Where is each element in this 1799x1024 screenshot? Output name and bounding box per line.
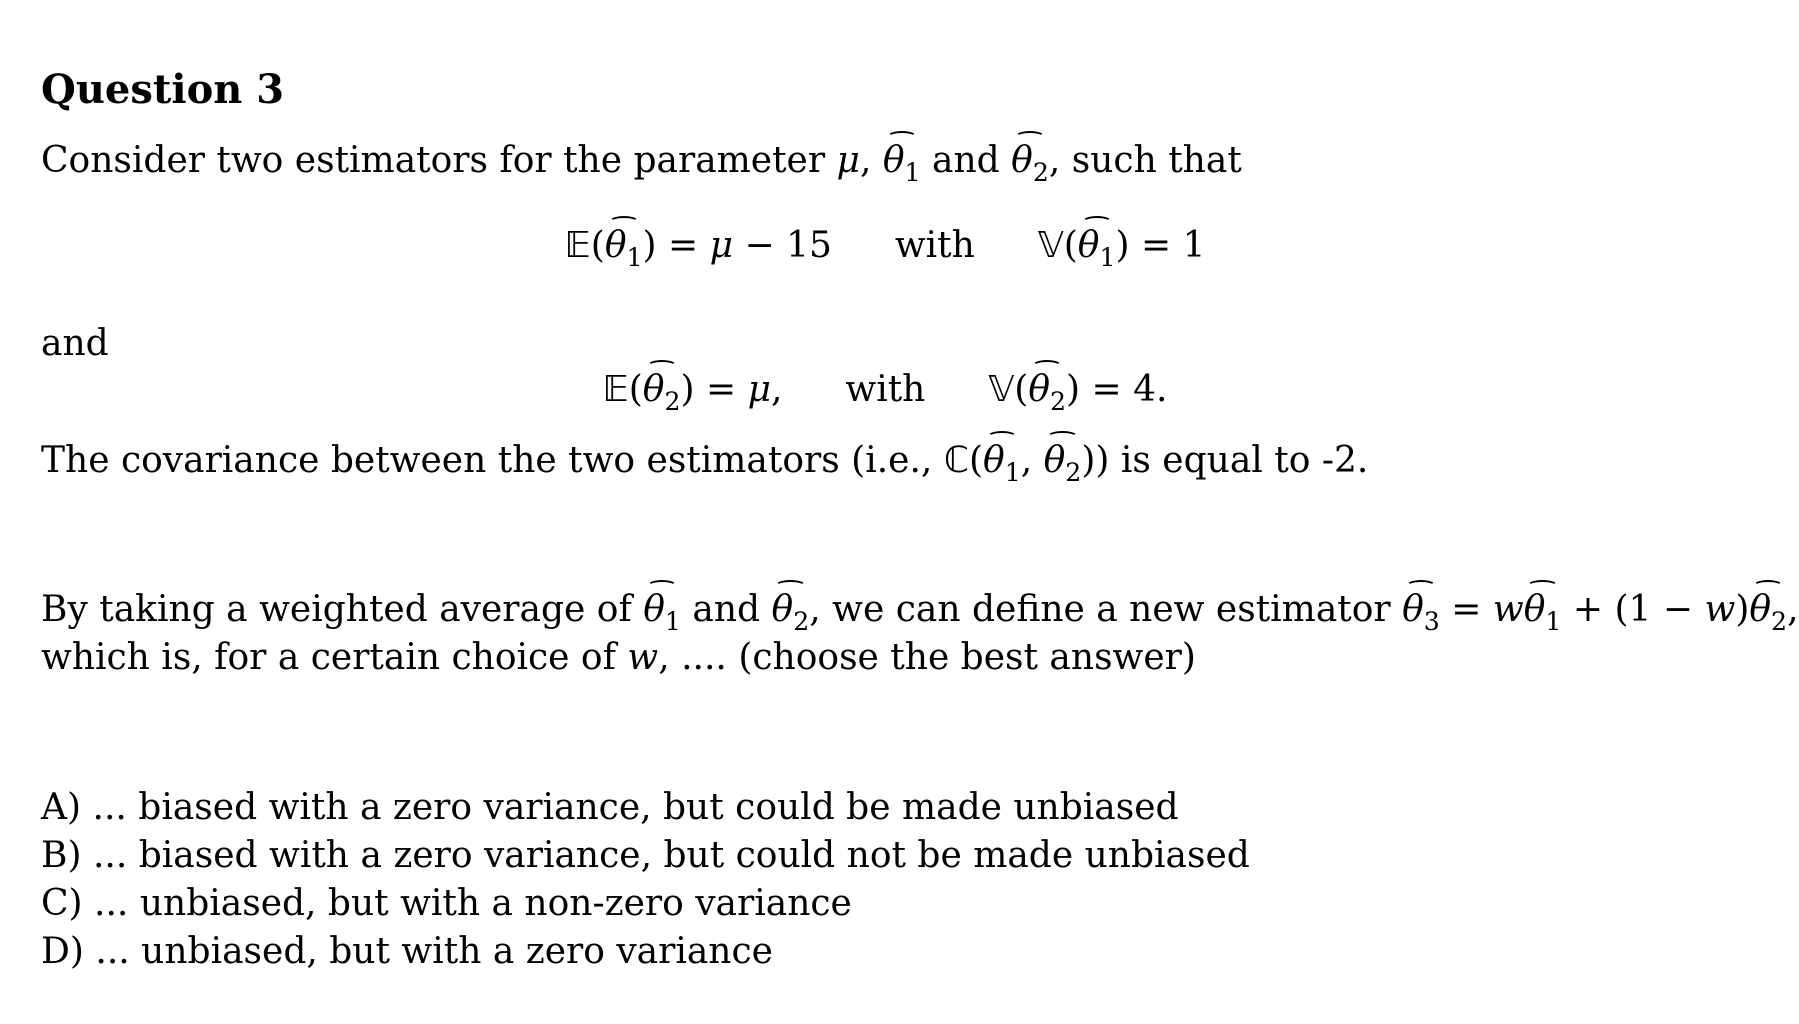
with-1: with bbox=[894, 225, 975, 266]
intro-and: and bbox=[932, 140, 1000, 181]
option-letter: A) bbox=[41, 787, 82, 828]
option-text: ... biased with a zero variance, but could be made unbiased bbox=[92, 787, 1179, 828]
line2-prefix: which is, for a certain choice of bbox=[41, 637, 616, 678]
covariance-suffix: is equal to -2. bbox=[1120, 440, 1369, 481]
with-2: with bbox=[845, 369, 926, 410]
option-letter: D) bbox=[41, 931, 84, 972]
equation-1: $𝔼(\theta_1) = \mu - 15$ with $𝕍(\theta_1) = 1$ bbox=[0, 222, 1770, 273]
intro-prefix: Consider two estimators for the parameter bbox=[41, 140, 826, 181]
weighted-and: and bbox=[692, 589, 761, 630]
weighted-sentence: By taking a weighted average of $\theta_1$ and $\theta_2$, we can define a new estimator $\theta_3 = w\theta_1 + (1 - w)\theta_2$, bbox=[41, 586, 1799, 637]
option-c[interactable] bbox=[41, 880, 1250, 928]
weighted-middle: we can define a new estimator bbox=[832, 589, 1391, 630]
option-text: ... unbiased, but with a zero variance bbox=[95, 931, 773, 972]
weighted-sentence-line2: which is, for a certain choice of w, .... (choose the best answer) bbox=[41, 637, 1196, 678]
covariance-prefix: The covariance between the two estimators (i.e., bbox=[41, 440, 933, 481]
theta2-hat: $\theta_2$ bbox=[1011, 137, 1049, 188]
intro-suffix: such that bbox=[1071, 140, 1242, 181]
intro-sentence: Consider two estimators for the parameter μ, $\theta_1$ and $\theta_2$, such that bbox=[41, 137, 1242, 188]
question-title: Question 3 bbox=[41, 66, 285, 113]
option-letter: C) bbox=[41, 883, 83, 924]
weighted-prefix: By taking a weighted average of bbox=[41, 589, 632, 630]
theta1-hat: $\theta_1$ bbox=[883, 137, 921, 188]
line2-suffix: , .... (choose the best answer) bbox=[658, 637, 1196, 678]
option-text: ... unbiased, but with a non-zero variance bbox=[94, 883, 852, 924]
mu-symbol: μ bbox=[836, 140, 860, 181]
equation-2: $𝔼(\theta_2) = \mu$, with $𝕍(\theta_2) = 4$. bbox=[0, 366, 1770, 417]
covariance-sentence: The covariance between the two estimators (i.e., $ℂ(\theta_1$, $\theta_2$)) is equal to -2. bbox=[41, 437, 1368, 488]
option-text: ... biased with a zero variance, but could not be made unbiased bbox=[92, 835, 1250, 876]
option-d[interactable] bbox=[41, 928, 1250, 976]
option-a[interactable] bbox=[41, 784, 1250, 832]
option-b[interactable] bbox=[41, 832, 1250, 880]
answer-options bbox=[41, 784, 1250, 976]
and-word: and bbox=[41, 323, 109, 364]
option-letter: B) bbox=[41, 835, 82, 876]
